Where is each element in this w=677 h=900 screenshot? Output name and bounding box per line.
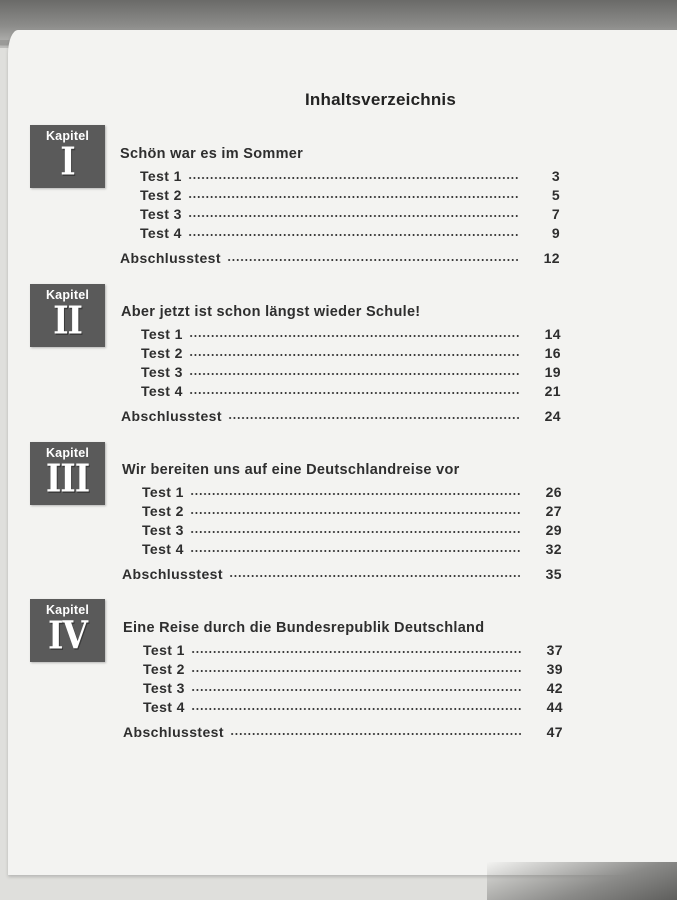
entry-label: Test 2 bbox=[140, 187, 182, 203]
entry-label: Test 2 bbox=[142, 503, 184, 519]
chapter-4-entries bbox=[123, 617, 563, 740]
toc-entry[interactable] bbox=[123, 696, 563, 715]
toc-entry[interactable] bbox=[121, 361, 561, 380]
page-number: 19 bbox=[544, 364, 561, 380]
page-number: 16 bbox=[544, 345, 561, 361]
dot-leader bbox=[189, 353, 519, 357]
entry-label: Abschlusstest bbox=[123, 724, 224, 740]
page-number: 14 bbox=[544, 326, 561, 342]
entry-label: Abschlusstest bbox=[120, 250, 221, 266]
badge-numeral: I bbox=[60, 139, 75, 184]
toc-entry[interactable] bbox=[122, 481, 562, 500]
chapter-badge-4[interactable] bbox=[30, 599, 105, 662]
toc-entry-final-test[interactable] bbox=[120, 247, 560, 266]
page-number: 5 bbox=[551, 187, 560, 203]
page-number: 35 bbox=[545, 566, 562, 582]
toc-entry[interactable] bbox=[122, 500, 562, 519]
dot-leader bbox=[230, 732, 521, 736]
toc-entry-final-test[interactable] bbox=[121, 405, 561, 424]
page-number: 9 bbox=[551, 225, 560, 241]
chapter-title[interactable]: Wir bereiten uns auf eine Deutschlandreise vor bbox=[122, 462, 460, 478]
entry-label: Abschlusstest bbox=[121, 408, 222, 424]
chapter-badge-2[interactable] bbox=[30, 284, 105, 347]
page-number: 7 bbox=[551, 206, 560, 222]
badge-label: Kapitel bbox=[45, 288, 90, 302]
toc-entry[interactable] bbox=[120, 184, 560, 203]
page-number: 39 bbox=[546, 661, 563, 677]
page-number: 26 bbox=[545, 484, 562, 500]
entry-label: Test 4 bbox=[141, 383, 183, 399]
chapter-badge-3[interactable] bbox=[30, 442, 105, 505]
toc-entry[interactable] bbox=[123, 658, 563, 677]
entry-label: Test 4 bbox=[142, 541, 184, 557]
page-number: 27 bbox=[545, 503, 562, 519]
entry-label: Test 2 bbox=[143, 661, 185, 677]
chapter-title[interactable]: Eine Reise durch die Bundesrepublik Deutschland bbox=[123, 620, 485, 636]
dot-leader bbox=[189, 372, 519, 376]
toc-entry[interactable] bbox=[121, 323, 561, 342]
dot-leader bbox=[190, 511, 520, 515]
toc-entry-final-test[interactable] bbox=[123, 721, 563, 740]
toc-entry-final-test[interactable] bbox=[122, 563, 562, 582]
chapter-badge-1[interactable] bbox=[30, 125, 105, 188]
dot-leader bbox=[188, 195, 518, 199]
entry-label: Test 1 bbox=[141, 326, 183, 342]
page-number: 24 bbox=[544, 408, 561, 424]
dot-leader bbox=[191, 707, 521, 711]
chapter-2-entries bbox=[121, 301, 561, 424]
entry-label: Test 3 bbox=[142, 522, 184, 538]
page-number: 37 bbox=[546, 642, 563, 658]
entry-label: Test 3 bbox=[140, 206, 182, 222]
dot-leader bbox=[188, 214, 518, 218]
entry-label: Test 1 bbox=[143, 642, 185, 658]
entry-label: Test 3 bbox=[143, 680, 185, 696]
chapter-1-entries bbox=[120, 143, 560, 266]
dot-leader bbox=[188, 176, 518, 180]
toc-entry[interactable] bbox=[121, 380, 561, 399]
chapter-title[interactable]: Schön war es im Sommer bbox=[120, 146, 304, 162]
badge-label: Kapitel bbox=[45, 446, 90, 460]
entry-label: Test 2 bbox=[141, 345, 183, 361]
dot-leader bbox=[190, 492, 520, 496]
page-bottom-shadow bbox=[487, 862, 677, 900]
dot-leader bbox=[189, 391, 519, 395]
dot-leader bbox=[191, 650, 521, 654]
page-number: 47 bbox=[546, 724, 563, 740]
badge-label: Kapitel bbox=[45, 603, 90, 617]
dot-leader bbox=[191, 688, 521, 692]
badge-numeral: IV bbox=[47, 613, 88, 658]
entry-label: Abschlusstest bbox=[122, 566, 223, 582]
entry-label: Test 4 bbox=[140, 225, 182, 241]
toc-entry[interactable] bbox=[120, 165, 560, 184]
chapter-3-entries bbox=[122, 459, 562, 582]
page-number: 42 bbox=[546, 680, 563, 696]
entry-label: Test 1 bbox=[142, 484, 184, 500]
entry-label: Test 1 bbox=[140, 168, 182, 184]
page-number: 3 bbox=[551, 168, 560, 184]
toc-entry[interactable] bbox=[122, 519, 562, 538]
page-number: 21 bbox=[544, 383, 561, 399]
page-title: Inhaltsverzeichnis bbox=[305, 90, 456, 109]
page-number: 44 bbox=[546, 699, 563, 715]
badge-numeral: III bbox=[45, 456, 90, 501]
page-number: 12 bbox=[543, 250, 560, 266]
page-number: 29 bbox=[545, 522, 562, 538]
toc-entry[interactable] bbox=[122, 538, 562, 557]
dot-leader bbox=[190, 530, 520, 534]
entry-label: Test 4 bbox=[143, 699, 185, 715]
dot-leader bbox=[190, 549, 520, 553]
dot-leader bbox=[229, 574, 520, 578]
dot-leader bbox=[227, 258, 518, 262]
badge-numeral: II bbox=[53, 298, 82, 343]
dot-leader bbox=[189, 334, 519, 338]
toc-entry[interactable] bbox=[123, 639, 563, 658]
toc-entry[interactable] bbox=[121, 342, 561, 361]
badge-label: Kapitel bbox=[45, 129, 90, 143]
toc-entry[interactable] bbox=[120, 203, 560, 222]
toc-entry[interactable] bbox=[123, 677, 563, 696]
toc-entry[interactable] bbox=[120, 222, 560, 241]
dot-leader bbox=[191, 669, 521, 673]
chapter-title[interactable]: Aber jetzt ist schon längst wieder Schule! bbox=[121, 304, 421, 320]
dot-leader bbox=[228, 416, 519, 420]
entry-label: Test 3 bbox=[141, 364, 183, 380]
page-number: 32 bbox=[545, 541, 562, 557]
dot-leader bbox=[188, 233, 518, 237]
